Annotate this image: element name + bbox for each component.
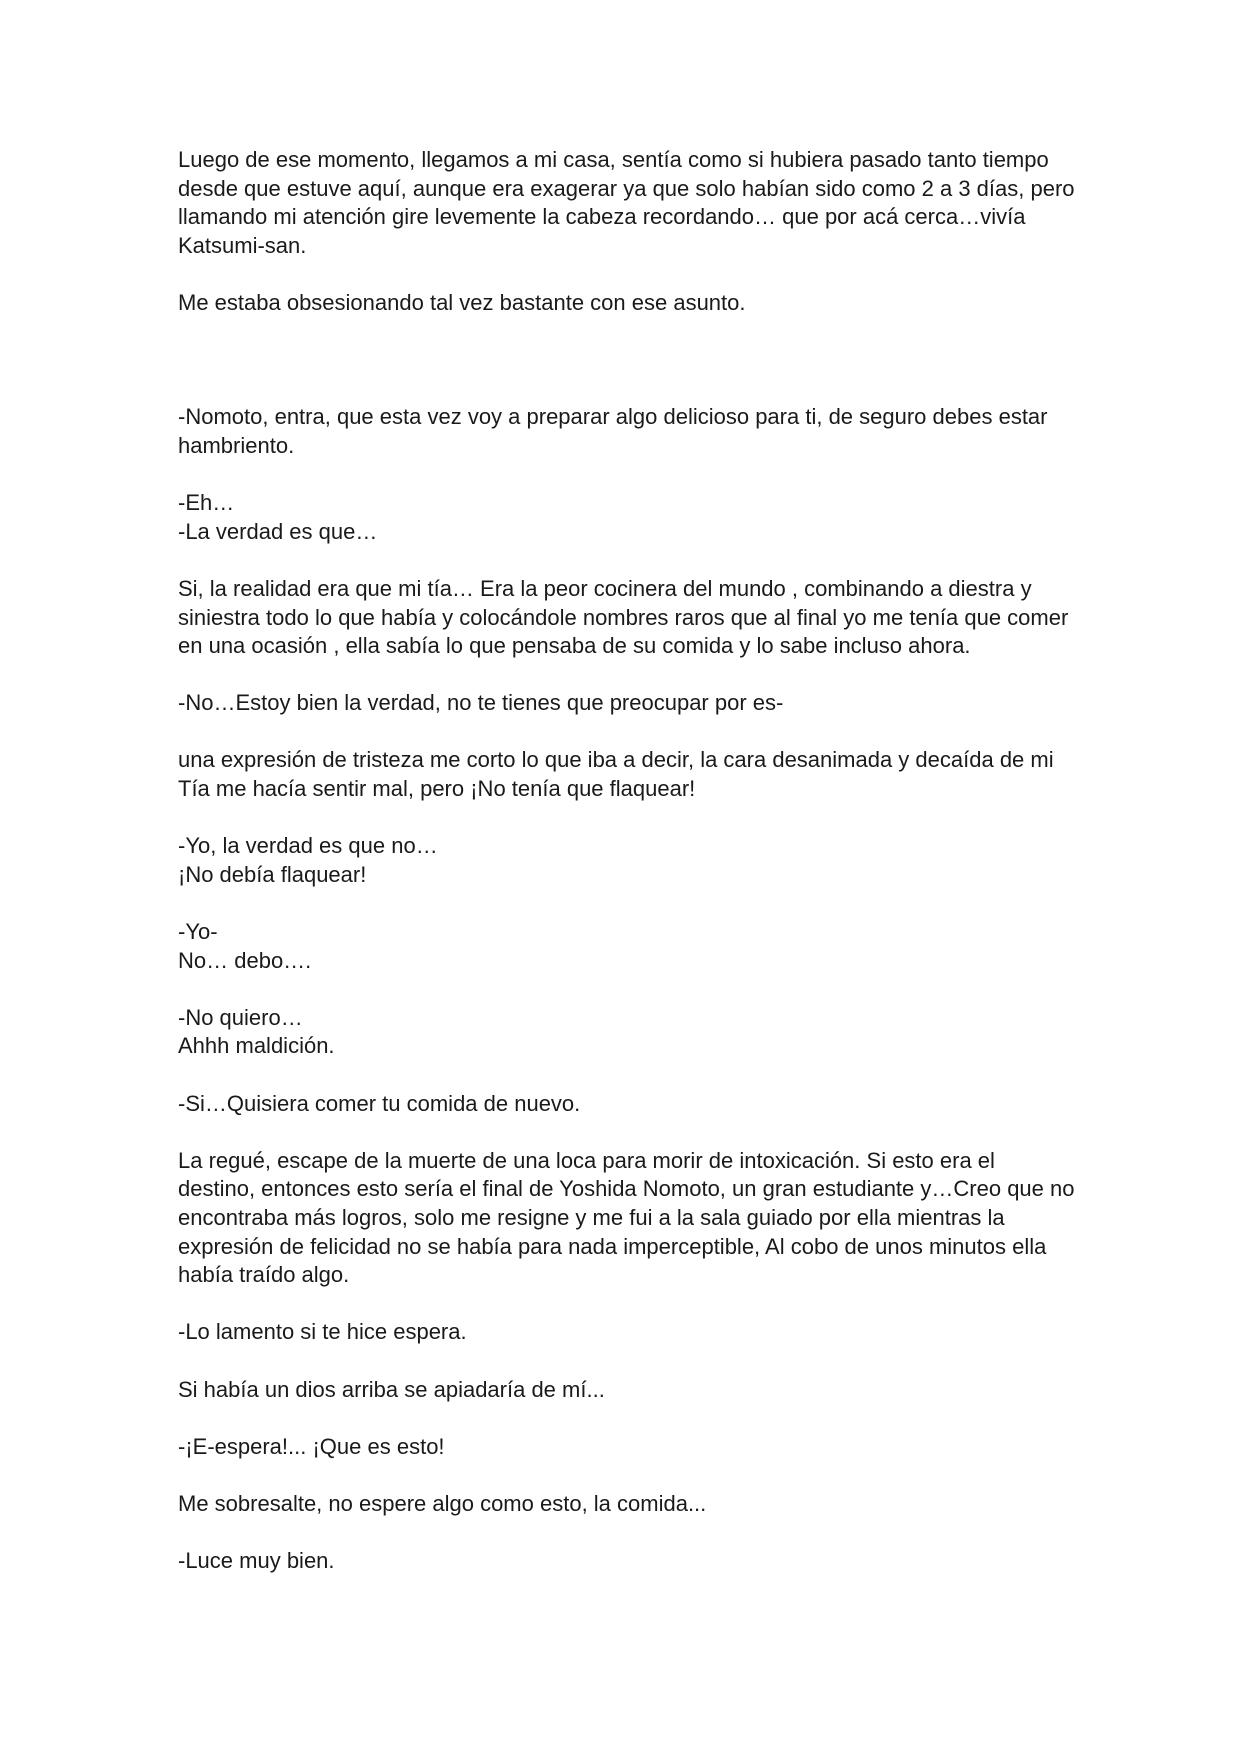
paragraph: Si había un dios arriba se apiadaría de mí... xyxy=(178,1376,605,1402)
dialogue-line: ¡No debía flaquear! xyxy=(178,861,367,887)
dialogue-line: -Yo- xyxy=(178,919,218,945)
dialogue-group xyxy=(178,489,1078,546)
dialogue-paragraph: -Si…Quisiera comer tu comida de nuevo. xyxy=(178,1090,581,1116)
dialogue-paragraph: -Nomoto, entra, que esta vez voy a preparar algo delicioso para ti, de seguro debes estar hambriento. xyxy=(178,404,1048,458)
paragraph: una expresión de tristeza me corto lo que iba a decir, la cara desanimada y decaída de mi Tía me hacía sentir mal, pero ¡No tenía que flaquear! xyxy=(178,747,1054,802)
dialogue-group xyxy=(178,918,1078,975)
paragraph: La regué, escape de la muerte de una loca para morir de intoxicación. Si esto era el destino, entonces esto sería el final de Yoshida Nomoto, un gran estudiante y…Creo que no encontraba más logros, solo me resigne y me fui a la sala guiado por ella mientras la expresión de felicidad no se había para nada imperceptible, Al cobo de unos minutos ella había traído algo. xyxy=(178,1147,1075,1288)
dialogue-line: -Eh… xyxy=(178,490,235,516)
paragraph: Me estaba obsesionando tal vez bastante con ese asunto. xyxy=(178,289,746,315)
dialogue-paragraph: -Lo lamento si te hice espera. xyxy=(178,1319,467,1345)
dialogue-line: Ahhh maldición. xyxy=(178,1033,335,1059)
dialogue-paragraph: -No…Estoy bien la verdad, no te tienes que preocupar por es- xyxy=(178,690,784,716)
dialogue-paragraph: -Luce muy bien. xyxy=(178,1548,335,1574)
dialogue-group xyxy=(178,1004,1078,1061)
dialogue-line: -La verdad es que… xyxy=(178,518,378,544)
dialogue-line: -Yo, la verdad es que no… xyxy=(178,833,438,859)
dialogue-group xyxy=(178,832,1078,889)
document-body xyxy=(178,146,1078,1604)
dialogue-line: -No quiero… xyxy=(178,1004,303,1030)
dialogue-line: No… debo…. xyxy=(178,947,312,973)
paragraph: Luego de ese momento, llegamos a mi casa, sentía como si hubiera pasado tanto tiempo desde que estuve aquí, aunque era exagerar ya que solo habían sido como 2 a 3 días, pero llamando mi atención gire levemente la cabeza recordando… que por acá cerca…vivía Katsumi-san. xyxy=(178,147,1075,258)
dialogue-paragraph: -¡E-espera!... ¡Que es esto! xyxy=(178,1433,445,1459)
paragraph: Si, la realidad era que mi tía… Era la peor cocinera del mundo , combinando a diestra y siniestra todo lo que había y colocándole nombres raros que al final yo me tenía que comer en una ocasión , ella sabía lo que pensaba de su comida y lo sabe incluso ahora. xyxy=(178,575,1069,659)
paragraph: Me sobresalte, no espere algo como esto, la comida... xyxy=(178,1490,707,1516)
